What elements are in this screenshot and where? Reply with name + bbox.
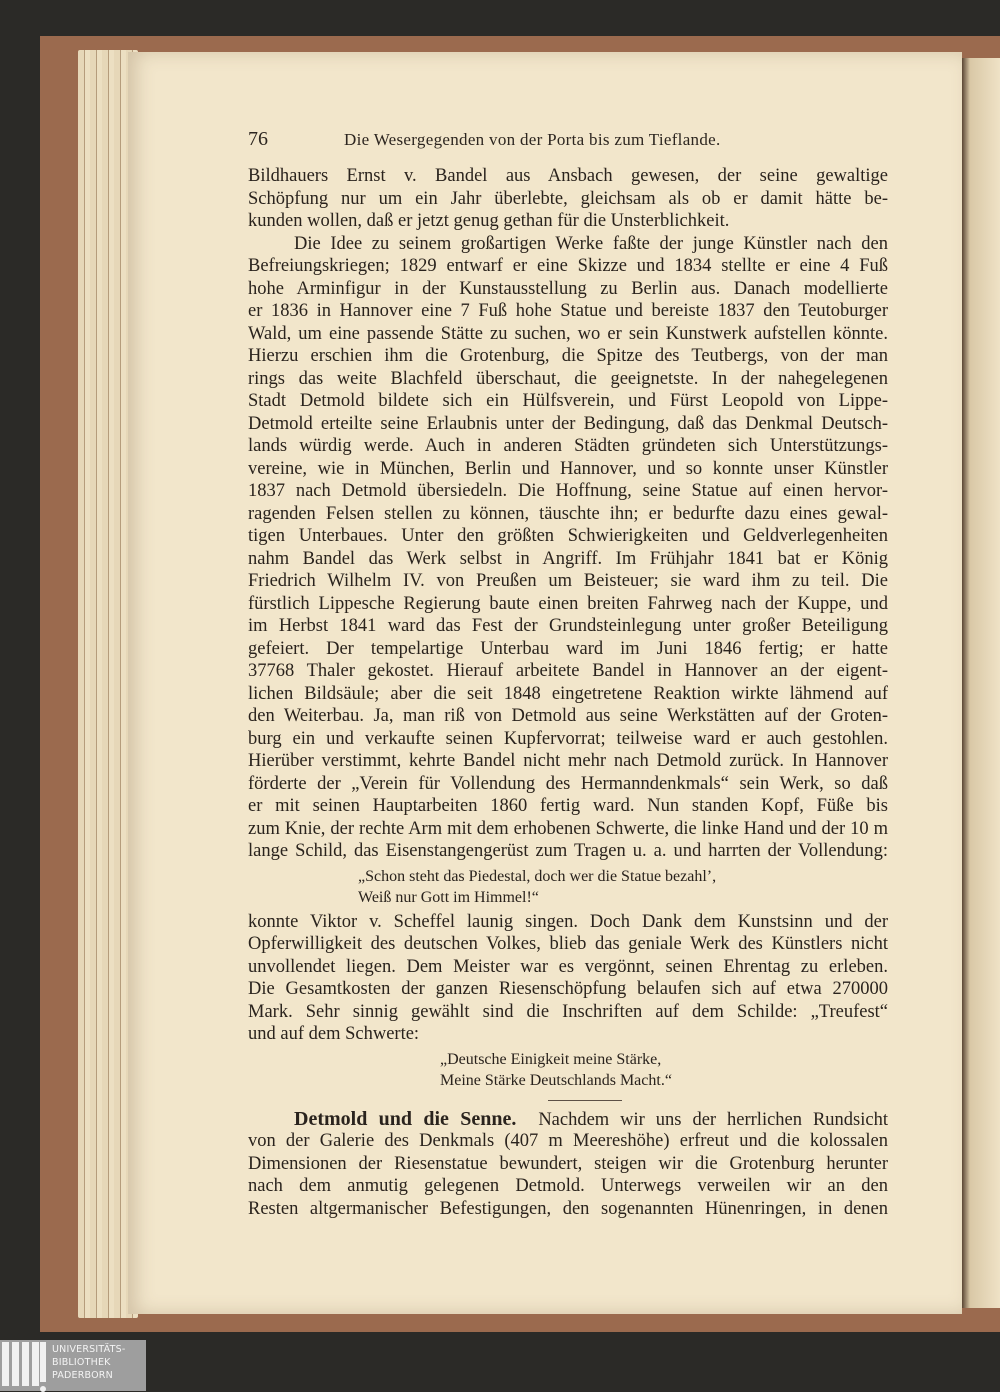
library-logo [0,1340,146,1391]
text-line: Stadt Detmold bildete sich ein Hülfsverein, und Fürst Leopold von Lippe- [248,391,888,411]
text-line: tigen Unterbaues. Unter den größten Schwierigkeiten und Geldverlegenheiten [248,526,888,546]
text-line: Dimensionen der Riesenstatue bewundert, steigen wir die Grotenburg herunter [248,1153,888,1174]
logo-text-line: UNIVERSITÄTS- [52,1344,126,1355]
text-line: Wald, um eine passende Stätte zu suchen, wo er sein Kunstwerk aufstellen könnte. [248,323,888,344]
text-line: im Herbst 1841 ward das Fest der Grundsteinlegung unter großer Beteiligung [248,616,888,636]
text-line: Die Idee zu seinem großartigen Werke faßte der junge Künstler nach den [294,233,888,254]
text-line: er mit seinen Hauptarbeiten 1860 fertig ward. Nun standen Kopf, Füße bis [248,796,888,816]
section-divider [548,1100,622,1101]
text-line: Hierzu erschien ihm die Grotenburg, die Spitze des Teutbergs, von der man [248,346,888,366]
verse-quote-1 [248,866,888,908]
text-line: Befreiungskriegen; 1829 entwarf er eine Skizze und 1834 stellte er eine 4 Fuß [248,256,888,276]
paragraph-3 [248,911,888,1046]
paragraph-2 [248,233,888,863]
text-line: von der Galerie des Denkmals (407 m Meereshöhe) erfreut und die kolossalen [248,1131,888,1151]
page-header [248,128,888,152]
verse-line: „Deutsche Einigkeit meine Stärke, [440,1050,662,1068]
text-line: fürstlich Lippesche Regierung baute einen breiten Fahrweg nach der Kuppe, und [248,593,888,614]
verse-quote-2 [248,1049,888,1091]
text-line: den Weiterbau. Ja, man riß von Detmold aus seine Werkstätten auf der Groten- [248,706,888,726]
text-line: Opferwilligkeit des deutschen Volkes, blieb das geniale Werk des Künstlers nicht [248,934,888,954]
text-line: und auf dem Schwerte: [248,1024,420,1044]
text-line: 1837 nach Detmold übersiedeln. Die Hoffnung, seine Statue auf einen hervor- [248,481,888,501]
running-title: Die Wesergegenden von der Porta bis zum Tieflande. [344,130,721,149]
text-line: Bildhauers Ernst v. Bandel aus Ansbach gewesen, der seine gewaltige [248,166,888,186]
verse-line: Weiß nur Gott im Himmel!“ [358,888,539,906]
logo-text-line: BIBLIOTHEK [52,1357,111,1368]
text-line: Die Gesamtkosten der ganzen Riesenschöpfung belaufen sich auf etwa 270000 [248,979,888,999]
text-line: Mark. Sehr sinnig gewählt sind die Inschriften auf dem Schilde: „Treufest“ [248,1001,888,1022]
text-line: vereine, wie in München, Berlin und Hannover, und so konnte unser Künstler [248,458,888,479]
text-line: konnte Viktor v. Scheffel launig singen. Doch Dank dem Kunstsinn und der [248,911,888,932]
section-first-line [248,1108,888,1131]
text-line: lichen Bildsäule; aber die seit 1848 eingetretene Reaktion wirkte lähmend auf [248,683,888,704]
logo-text-line: PADERBORN [52,1370,113,1381]
text-line: Detmold erteilte seine Erlaubnis unter der Bedingung, daß das Denkmal Deutsch- [248,413,888,434]
section-paragraph [248,1130,888,1220]
text-line: burg ein und verkaufte seinen Kupfervorrat; teilweise ward er auch gestohlen. [248,728,888,749]
facing-page-edge [962,58,1000,1308]
page-number: 76 [248,128,268,150]
text-line: zum Knie, der rechte Arm mit dem erhobenen Schwerte, die linke Hand und der 10 m [248,818,888,839]
section-heading: Detmold und die Senne. [294,1107,517,1130]
text-line: förderte der „Verein für Vollendung des Hermanndenkmals“ sein Werk, so daß [248,773,888,794]
text-line: Resten altgermanischer Befestigungen, den sogenannten Hünenringen, in denen [248,1198,888,1219]
text-line: nahm Bandel das Werk selbst in Angriff. Im Frühjahr 1841 bat er König [248,548,888,569]
text-line: rings das weite Blachfeld überschaut, die geeignetste. In der nahegelegenen [248,368,888,389]
section-first-line-text: Nachdem wir uns der herrlichen Rundsicht [538,1109,888,1130]
text-line: hohe Arminfigur in der Kunstausstellung zu Berlin aus. Danach modellierte [248,278,888,299]
page-body [248,165,888,1220]
text-line: Schöpfung nur um ein Jahr überlebte, gleichsam als ob er damit hätte be- [248,188,888,209]
text-line: Friedrich Wilhelm IV. von Preußen um Beisteuer; sie ward ihm zu teil. Die [248,571,888,591]
paragraph-1 [248,165,888,233]
text-line: kunden wollen, daß er jetzt genug gethan für die Unsterblichkeit. [248,211,730,231]
text-line: nach dem anmutig gelegenen Detmold. Unterwegs verweilen wir an den [248,1176,888,1196]
text-line: er 1836 in Hannover eine 7 Fuß hohe Statue und bereiste 1837 den Teutoburger [248,301,888,321]
text-line: 37768 Thaler gekostet. Hierauf arbeitete Bandel in Hannover an der eigent- [248,661,888,681]
text-line: ragenden Felsen stellen zu können, täuschte ihn; er bedurfte dazu eines gewal- [248,503,888,524]
text-line: lands würdig werde. Auch in anderen Städten gründeten sich Unterstützungs- [248,436,888,456]
text-line: unvollendet liegen. Dem Meister war es vergönnt, seinen Ehrentag zu erleben. [248,956,888,977]
text-line: Hierüber verstimmt, kehrte Bandel nicht mehr nach Detmold zurück. In Hannover [248,751,888,771]
text-line: lange Schild, das Eisenstangengerüst zum Tragen u. a. und harrten der Vollendung: [248,841,888,861]
verse-line: „Schon steht das Piedestal, doch wer die Statue bezahl’, [358,867,717,885]
text-line: gefeiert. Der tempelartige Unterbau ward im Juni 1846 fertig; er hatte [248,638,888,659]
verse-line: Meine Stärke Deutschlands Macht.“ [440,1071,672,1089]
